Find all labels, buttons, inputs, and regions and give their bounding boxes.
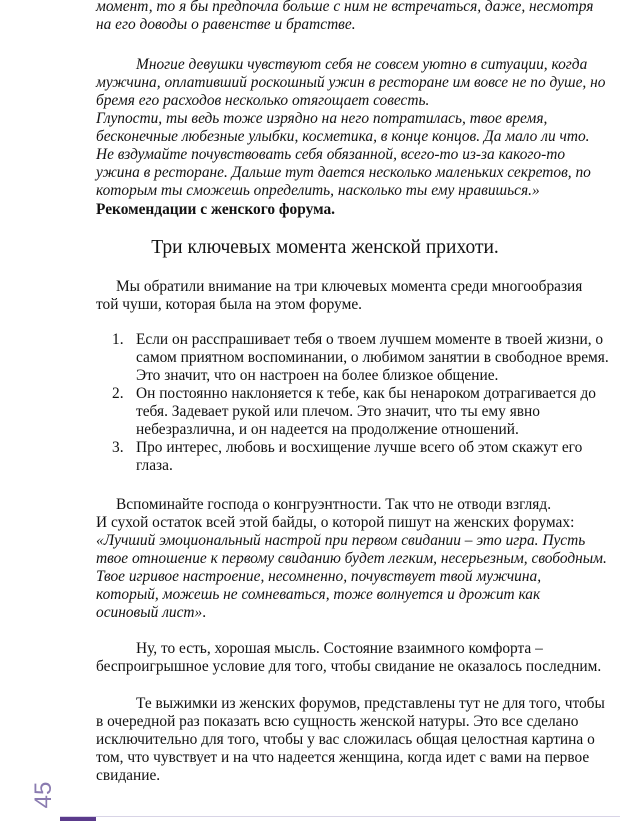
list-item-line: Если он расспрашивает тебя о твоем лучшем моменте в твоей жизни, о bbox=[136, 331, 604, 348]
footer-accent-bar bbox=[60, 817, 96, 821]
congruence-quote-period: . bbox=[202, 604, 207, 621]
list-item-number: 2. bbox=[112, 385, 124, 402]
recommendation-title: Рекомендации с женского форума. bbox=[96, 201, 335, 218]
forum-quote-line: Глупости, ты ведь тоже изрядно на него потратилась, твое время, bbox=[96, 110, 548, 127]
list-item-line: Это значит, что он настроен на более близкое общение. bbox=[136, 367, 499, 384]
closing-line: том, что чувствует и на что надеется женщина, когда идет с вами на первое bbox=[96, 749, 590, 766]
list-item bbox=[112, 385, 609, 439]
intro-quote-line: на его доводы о равенстве и братстве. bbox=[96, 16, 356, 33]
list-item-line: глаза. bbox=[136, 457, 173, 474]
list-item-number: 1. bbox=[112, 331, 124, 348]
congruence-line: И сухой остаток всей этой байды, о которой пишут на женских форумах: bbox=[96, 514, 575, 531]
moments-list bbox=[112, 331, 609, 475]
lead-line: той чуши, которая была на этом форуме. bbox=[96, 296, 363, 313]
list-item-number: 3. bbox=[112, 439, 124, 456]
closing-line: свидание. bbox=[96, 767, 161, 784]
congruence-quote-line: твое отношение к первому свиданию будет легким, несерьезным, свободным. bbox=[96, 550, 607, 567]
page-number: 45 bbox=[30, 781, 57, 809]
closing-line: Те выжимки из женских форумов, представлены тут не для того, чтобы bbox=[136, 695, 605, 712]
closing-paragraph bbox=[96, 695, 605, 785]
list-item-line: небезразлична, и он надеется на продолжение отношений. bbox=[136, 421, 519, 438]
congruence-quote-line: «Лучший эмоциональный настрой при первом свидании – это игра. Пусть bbox=[96, 532, 586, 549]
congruence-quote-end: осиновый лист» bbox=[96, 604, 203, 621]
forum-quote-line: Многие девушки чувствуют себя не совсем уютно в ситуации, когда bbox=[136, 56, 588, 73]
intro-quote-line: момент, то я бы предпочла больше с ним не встречаться, даже, несмотря bbox=[96, 0, 594, 15]
forum-quote bbox=[96, 56, 605, 200]
congruence-quote-last-line bbox=[96, 604, 607, 622]
footer-rule bbox=[60, 816, 620, 817]
section-heading: Три ключевых момента женской прихоти. bbox=[151, 237, 499, 258]
forum-quote-line: Не вздумайте почувствовать себя обязанной, всего-то из-за какого-то bbox=[96, 146, 566, 163]
closing-line: исключительно для того, чтобы у вас сложилась общая целостная картина о bbox=[96, 731, 595, 748]
comfort-line: Ну, то есть, хорошая мысль. Состояние взаимного комфорта – bbox=[136, 640, 543, 657]
comfort-paragraph bbox=[96, 640, 601, 676]
list-item-line: самом приятном воспоминании, о любимом занятии в свободное время. bbox=[136, 349, 609, 366]
closing-line: в очередной раз показать всю сущность женской натуры. Это все сделано bbox=[96, 713, 579, 730]
forum-quote-line: которым ты сможешь определить, насколько ты ему нравишься.» bbox=[96, 182, 540, 199]
forum-quote-line: мужчина, оплативший роскошный ужин в ресторане им вовсе не по душе, но bbox=[96, 74, 606, 91]
lead-line: Мы обратили внимание на три ключевых момента среди многообразия bbox=[116, 278, 583, 295]
list-item-line: Он постоянно наклоняется к тебе, как бы ненароком дотрагивается до bbox=[136, 385, 597, 402]
forum-quote-line: бесконечные любезные улыбки, косметика, в конце концов. Да мало ли что. bbox=[96, 128, 590, 145]
congruence-quote-line: Твое игривое настроение, несомненно, почувствует твой мужчина, bbox=[96, 568, 542, 585]
list-item bbox=[112, 331, 609, 385]
list-item-line: тебя. Задевает рукой или плечом. Это значит, что ты ему явно bbox=[136, 403, 540, 420]
congruence-quote-line: который, можешь не сомневаться, тоже волнуется и дрожит как bbox=[96, 586, 541, 603]
forum-quote-line: бремя его расходов несколько отягощает совесть. bbox=[96, 92, 430, 109]
congruence-line: Вспоминайте господа о конгруэнтности. Так что не отводи взгляд. bbox=[116, 496, 552, 513]
list-item-line: Про интерес, любовь и восхищение лучше всего об этом скажут его bbox=[136, 439, 583, 456]
congruence-paragraph bbox=[96, 496, 607, 622]
intro-quote bbox=[96, 0, 593, 34]
list-item bbox=[112, 439, 609, 475]
forum-quote-line: ужина в ресторане. Дальше тут дается несколько маленьких секретов, по bbox=[96, 164, 591, 181]
lead-paragraph bbox=[96, 278, 582, 314]
comfort-line: беспроигрышное условие для того, чтобы свидание не оказалось последним. bbox=[96, 658, 602, 675]
